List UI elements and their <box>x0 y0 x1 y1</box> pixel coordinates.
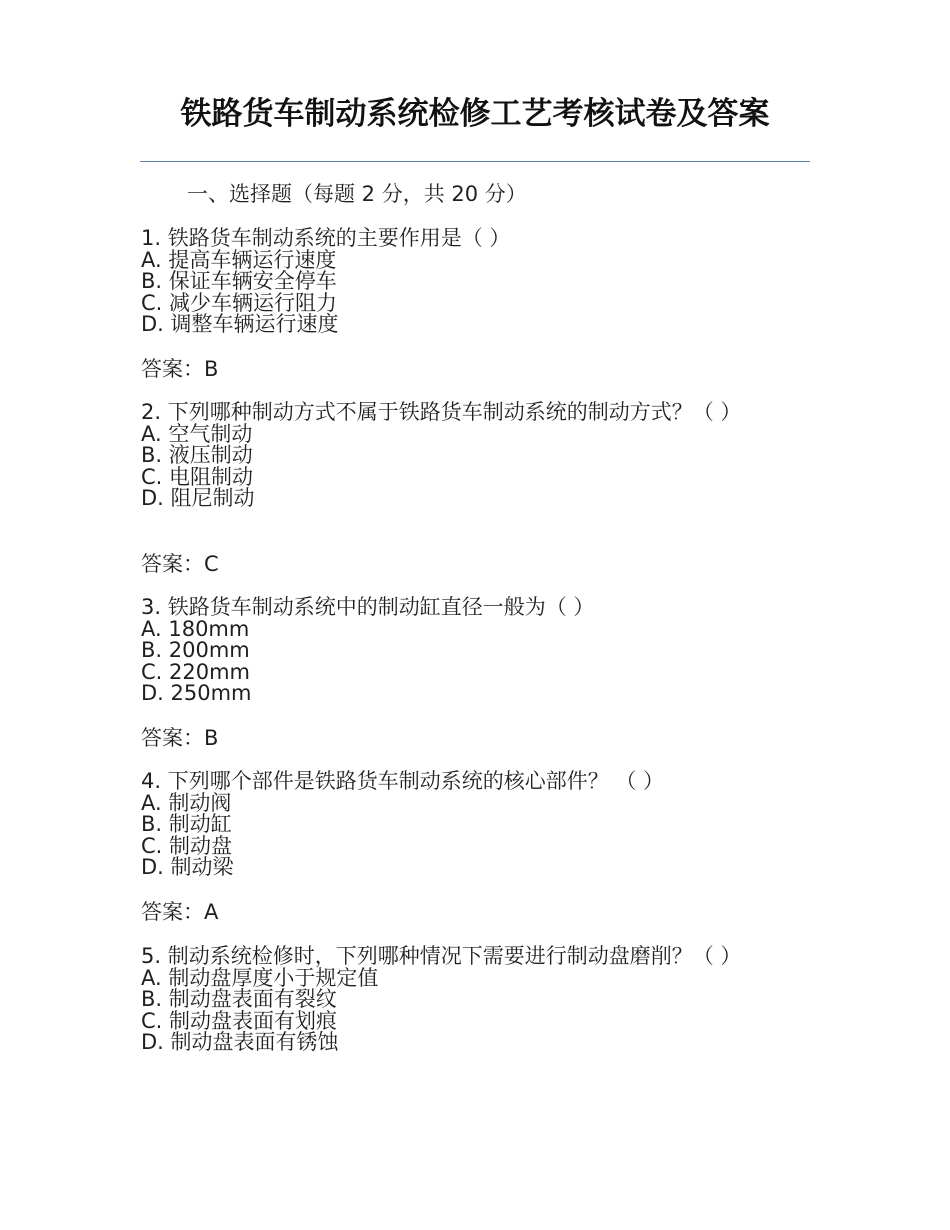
question-stem: 4. 下列哪个部件是铁路货车制动系统的核心部件？ （ ） <box>141 769 665 793</box>
answer-1: 答案：B <box>141 357 219 381</box>
answer-4: 答案：A <box>141 900 219 924</box>
answer-3: 答案：B <box>141 726 219 750</box>
question-5 <box>141 946 791 1054</box>
question-stem: 1. 铁路货车制动系统的主要作用是（ ） <box>141 226 511 250</box>
option-d: D. 制动盘表面有锈蚀 <box>141 1030 339 1054</box>
option-b: B. 保证车辆安全停车 <box>141 269 337 293</box>
option-d: D. 制动梁 <box>141 855 234 879</box>
question-stem: 5. 制动系统检修时，下列哪种情况下需要进行制动盘磨削？（ ） <box>141 944 742 968</box>
section-heading: 一、选择题（每题 2 分，共 20 分） <box>187 182 527 206</box>
option-b: B. 制动缸 <box>141 812 232 836</box>
option-c: C. 电阻制动 <box>141 464 254 489</box>
question-1 <box>141 228 791 336</box>
option-d: D. 阻尼制动 <box>141 486 255 510</box>
question-4 <box>141 771 791 879</box>
option-a: A. 180mm <box>141 616 250 641</box>
option-b: B. 制动盘表面有裂纹 <box>141 987 337 1011</box>
option-c: C. 减少车辆运行阻力 <box>141 290 338 315</box>
option-a: A. 提高车辆运行速度 <box>141 247 337 272</box>
answer-2: 答案：C <box>141 552 219 576</box>
option-d: D. 250mm <box>141 681 252 705</box>
question-3 <box>141 597 791 705</box>
document-title: 铁路货车制动系统检修工艺考核试卷及答案 <box>180 96 770 132</box>
option-b: B. 200mm <box>141 638 250 662</box>
option-c: C. 制动盘表面有划痕 <box>141 1008 338 1033</box>
option-b: B. 液压制动 <box>141 443 253 467</box>
question-2 <box>141 402 791 510</box>
question-stem: 3. 铁路货车制动系统中的制动缸直径一般为（ ） <box>141 595 595 619</box>
option-a: A. 制动盘厚度小于规定值 <box>141 965 379 990</box>
option-c: C. 制动盘 <box>141 833 233 858</box>
option-d: D. 调整车辆运行速度 <box>141 312 339 336</box>
option-a: A. 制动阀 <box>141 790 232 815</box>
option-c: C. 220mm <box>141 659 251 684</box>
question-stem: 2. 下列哪种制动方式不属于铁路货车制动系统的制动方式？（ ） <box>141 400 742 424</box>
option-a: A. 空气制动 <box>141 421 253 446</box>
title-divider <box>140 161 810 162</box>
